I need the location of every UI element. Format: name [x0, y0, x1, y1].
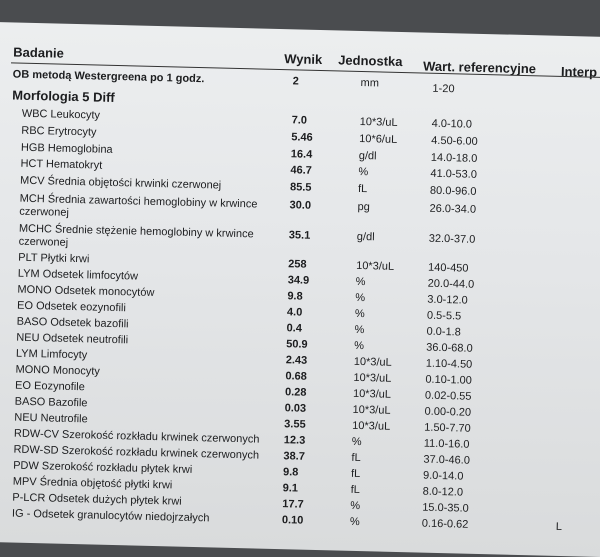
test-reference: 8.0-12.0: [422, 485, 464, 499]
test-value: 30.0: [289, 199, 312, 212]
test-name: MONO Odsetek monocytów: [17, 283, 155, 299]
test-unit: 10*3/uL: [356, 259, 395, 273]
test-name: LYM Limfocyty: [15, 347, 88, 362]
test-reference: 1.50-7.70: [424, 421, 471, 435]
test-name: NEU Neutrofile: [14, 411, 88, 426]
section-title: Morfologia 5 Diff: [12, 87, 115, 105]
test-value: 2.43: [285, 354, 308, 367]
test-name: WBC Leukocyty: [21, 107, 101, 122]
test-value: 0.10: [281, 514, 304, 527]
test-reference: 0.0-1.8: [426, 325, 461, 339]
table-row: [0, 491, 600, 515]
flag-low: L: [555, 520, 563, 534]
test-value: 0.68: [285, 370, 307, 383]
test-name: BASO Bazofile: [14, 395, 88, 410]
test-unit: g/dl: [356, 230, 375, 244]
test-value: 3.55: [284, 418, 306, 431]
test-value: 85.5: [289, 181, 312, 194]
test-reference: 41.0-53.0: [430, 167, 478, 181]
test-reference: 20.0-44.0: [427, 277, 475, 291]
test-unit: 10*3/uL: [352, 419, 391, 433]
test-name: EO Odsetek eozynofili: [16, 299, 127, 315]
test-value: 46.7: [290, 164, 313, 177]
test-value: 2: [292, 75, 299, 88]
test-reference: 80.0-96.0: [429, 184, 477, 198]
test-unit: pg: [357, 200, 370, 214]
test-unit: 10*3/uL: [353, 355, 392, 369]
test-reference: 32.0-37.0: [428, 232, 476, 246]
test-name: HGB Hemoglobina: [20, 141, 113, 156]
test-name: EO Eozynofile: [14, 379, 85, 394]
test-unit: %: [350, 499, 361, 513]
table-row: [0, 107, 600, 131]
test-value: 9.1: [282, 482, 299, 495]
test-unit: 10*3/uL: [352, 403, 391, 417]
table-row: [0, 222, 600, 249]
test-name: PDW Szerokość rozkładu płytek krwi: [13, 459, 193, 476]
test-reference: 0.5-5.5: [426, 309, 462, 323]
test-name: NEU Odsetek neutrofili: [16, 331, 129, 347]
test-unit: %: [355, 275, 366, 289]
test-unit: %: [354, 323, 365, 337]
test-unit: %: [354, 339, 365, 353]
test-reference: 9.0-14.0: [422, 469, 464, 483]
test-unit: %: [355, 291, 366, 305]
test-reference: 0.02-0.55: [424, 389, 472, 403]
test-reference: 1.10-4.50: [425, 357, 473, 371]
test-reference: 0.10-1.00: [425, 373, 473, 387]
test-value: 9.8: [287, 290, 303, 303]
test-reference: 0.00-0.20: [424, 405, 472, 419]
test-unit: %: [349, 515, 360, 529]
test-reference: 15.0-35.0: [422, 501, 469, 515]
table-row: [0, 475, 600, 499]
test-value: 0.28: [284, 386, 307, 399]
test-value: 5.46: [291, 131, 313, 144]
test-value: 16.4: [290, 148, 313, 161]
test-value: 50.9: [286, 338, 308, 351]
test-value: 17.7: [282, 498, 304, 511]
test-name: MCV Średnia objętości krwinki czerwonej: [19, 174, 222, 192]
header-reference: Wart. referencyjne: [422, 58, 537, 77]
test-value: 4.0: [286, 306, 303, 319]
test-name: IG - Odsetek granulocytów niedojrzałych: [11, 507, 210, 525]
test-name: RDW-CV Szerokość rozkładu krwinek czerwonych: [13, 427, 260, 446]
test-name: BASO Odsetek bazofili: [16, 315, 129, 331]
header-result: Wynik: [284, 51, 323, 68]
test-unit: %: [351, 435, 362, 449]
test-reference: 0.16-0.62: [421, 517, 469, 531]
test-unit: fL: [350, 467, 361, 481]
header-interpretation: Interp: [560, 63, 598, 80]
header-unit: Jednostka: [337, 52, 403, 69]
test-name: RBC Erytrocyty: [21, 124, 97, 139]
test-reference: 140-450: [427, 261, 469, 275]
test-name: LYM Odsetek limfocytów: [17, 267, 139, 283]
test-unit: 10*6/uL: [359, 132, 398, 146]
test-value: 7.0: [291, 114, 308, 127]
test-value: 0.4: [286, 322, 303, 335]
test-value: 38.7: [283, 450, 306, 463]
test-reference: 26.0-34.0: [429, 202, 477, 216]
test-value: 34.9: [287, 274, 310, 287]
test-unit: 10*3/uL: [352, 387, 392, 401]
test-reference: 3.0-12.0: [427, 293, 468, 307]
test-unit: g/dl: [358, 149, 377, 163]
test-unit: fL: [351, 451, 361, 465]
test-unit: fL: [350, 483, 361, 497]
test-name: MONO Monocyty: [15, 363, 100, 378]
test-unit: 10*3/uL: [353, 371, 392, 385]
test-value: 258: [288, 258, 307, 271]
test-name: OB metodą Westergreena po 1 godz.: [12, 68, 205, 86]
test-name: MPV Średnia objętość płytki krwi: [12, 475, 173, 492]
test-reference: 4.0-10.0: [431, 117, 473, 131]
test-reference: 37.0-46.0: [423, 453, 471, 467]
test-unit: mm: [360, 76, 380, 90]
test-value: 35.1: [288, 229, 311, 242]
table-row: [0, 192, 600, 219]
test-name: MCHC Średnie stężenie hemoglobiny w krwince czerwonej: [18, 222, 254, 249]
test-unit: %: [354, 307, 365, 321]
test-reference: 36.0-68.0: [426, 341, 473, 355]
test-name: MCH Średnia zawartości hemoglobiny w krwince czerwonej: [19, 192, 258, 219]
test-unit: %: [358, 165, 369, 179]
test-value: 9.8: [282, 466, 299, 479]
test-name: HCT Hematokryt: [20, 157, 103, 172]
test-unit: fL: [357, 182, 368, 196]
test-reference: 11.0-16.0: [423, 437, 470, 451]
test-name: RDW-SD Szerokość rozkładu krwinek czerwonych: [13, 443, 260, 462]
header-test: Badanie: [13, 44, 65, 61]
test-reference: 1-20: [432, 82, 455, 96]
test-value: 0.03: [284, 402, 307, 415]
test-unit: 10*3/uL: [359, 115, 398, 129]
test-name: PLT Płytki krwi: [18, 251, 90, 266]
test-value: 12.3: [283, 434, 306, 447]
test-name: P-LCR Odsetek dużych płytek krwi: [12, 491, 182, 508]
test-reference: 4.50-6.00: [431, 134, 478, 148]
lab-report-sheet: [0, 22, 600, 557]
test-reference: 14.0-18.0: [430, 151, 478, 165]
